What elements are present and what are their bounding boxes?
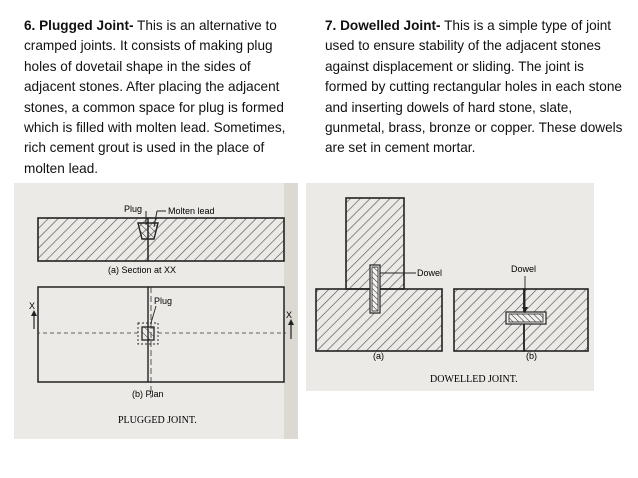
dowelled-joint-drawing	[306, 183, 594, 391]
dowel-a	[372, 267, 378, 311]
label-plug-top: Plug	[124, 204, 143, 214]
caption-a: (a)	[373, 351, 384, 361]
plugged-joint-text	[24, 16, 299, 179]
plugged-joint-title: PLUGGED JOINT.	[118, 415, 197, 426]
dowelled-joint-body: This is a simple type of joint used to ensure stability of the adjacent stones against displacement or sliding. The joint is formed by cutting rectangular holes in each stone and inserting dowels of hard stone, slate, gunmetal, brass, bronze or copper. These dowels are set in cement mortar.	[325, 18, 623, 156]
label-x-left: X	[29, 301, 36, 311]
label-plug-plan: Plug	[154, 296, 173, 306]
label-molten-lead: Molten lead	[168, 206, 215, 216]
label-x-right: X	[286, 310, 293, 320]
dowelled-joint-figure	[306, 183, 594, 391]
plugged-joint-body: This is an alternative to cramped joints. It consists of making plug holes of dovetail shape in the sides of adjacent stones. After placing the adjacent stones, a common space for plug is formed which is filled with molten lead. Sometimes, rich cement grout is used in the place of molten lead.	[24, 18, 286, 176]
dowelled-joint-text	[325, 16, 625, 159]
plug-plan	[142, 327, 154, 340]
dowelled-joint-title: DOWELLED JOINT.	[430, 374, 518, 385]
section-slab	[38, 218, 284, 261]
plugged-joint-heading: 6. Plugged Joint-	[24, 18, 134, 33]
caption-plan: (b) Plan	[132, 389, 164, 399]
caption-section: (a) Section at XX	[108, 265, 177, 275]
plugged-joint-figure	[14, 183, 298, 439]
plug-section	[138, 223, 158, 239]
dowelled-joint-heading: 7. Dowelled Joint-	[325, 18, 441, 33]
caption-b: (b)	[526, 351, 537, 361]
label-dowel-b: Dowel	[511, 264, 537, 274]
plugged-joint-drawing	[14, 183, 298, 439]
dowel-b	[509, 314, 543, 322]
label-dowel-a: Dowel	[417, 268, 443, 278]
